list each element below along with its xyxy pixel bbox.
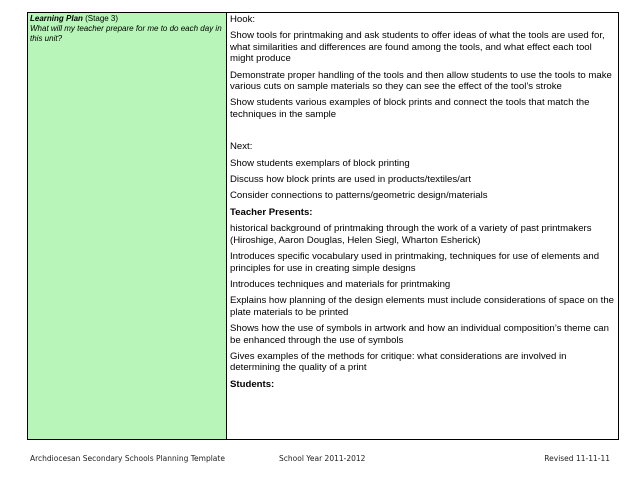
teacher-item: Explains how planning of the design elements must include considerations of space on the plate materials to be printed xyxy=(230,295,614,318)
next-item: Show students exemplars of block printing xyxy=(230,157,410,169)
hook-item: Show tools for printmaking and ask students to offer ideas of what the tools are used for, what similarities and differences are found among the tools, and what effect each tool might produce xyxy=(230,30,605,65)
students-label: Students: xyxy=(230,378,275,390)
learning-plan-content-cell xyxy=(227,13,618,439)
teacher-item: Introduces techniques and materials for printmaking xyxy=(230,278,451,290)
footer-template-name: Archdiocesan Secondary Schools Planning Template xyxy=(30,454,225,463)
hook-item: Demonstrate proper handling of the tools and then allow students to use the tools to make various cuts on sample materials so they can see the effect of the tool’s stroke xyxy=(230,69,612,93)
footer-school-year: School Year 2011-2012 xyxy=(279,454,366,463)
teacher-item: Introduces specific vocabulary used in printmaking, techniques for use of elements and principles for use in creating simple designs xyxy=(230,251,600,274)
teacher-item: Shows how the use of symbols in artwork and how an individual composition’s theme can be enhanced through the use of symbols xyxy=(230,323,609,346)
learning-plan-header-cell xyxy=(28,13,227,439)
title-text: Learning Plan xyxy=(30,14,83,23)
teacher-presents-label: Teacher Presents: xyxy=(230,206,313,218)
hook-item: Show students various examples of block prints and connect the tools that match the techniques in the sample xyxy=(230,97,590,120)
footer-revised-date: Revised 11-11-11 xyxy=(544,454,610,463)
spacer xyxy=(230,125,616,141)
stage-text: (Stage 3) xyxy=(85,14,119,23)
teacher-item: historical background of printmaking through the work of a variety of past printmakers (Hiroshige, Aaron Douglas, Helen Siegl, Wharton Esherick) xyxy=(230,223,592,246)
learning-plan-title xyxy=(30,14,224,24)
learning-plan-table xyxy=(27,12,619,440)
next-label: Next: xyxy=(230,141,253,153)
hook-label: Hook: xyxy=(230,14,256,25)
next-item: Discuss how block prints are used in products/textiles/art xyxy=(230,174,472,186)
next-item: Consider connections to patterns/geometric design/materials xyxy=(230,190,488,202)
teacher-item: Gives examples of the methods for critique: what considerations are involved in determining the quality of a print xyxy=(230,350,567,374)
page-footer xyxy=(30,454,610,466)
guiding-question: What will my teacher prepare for me to do each day in this unit? xyxy=(30,24,222,43)
